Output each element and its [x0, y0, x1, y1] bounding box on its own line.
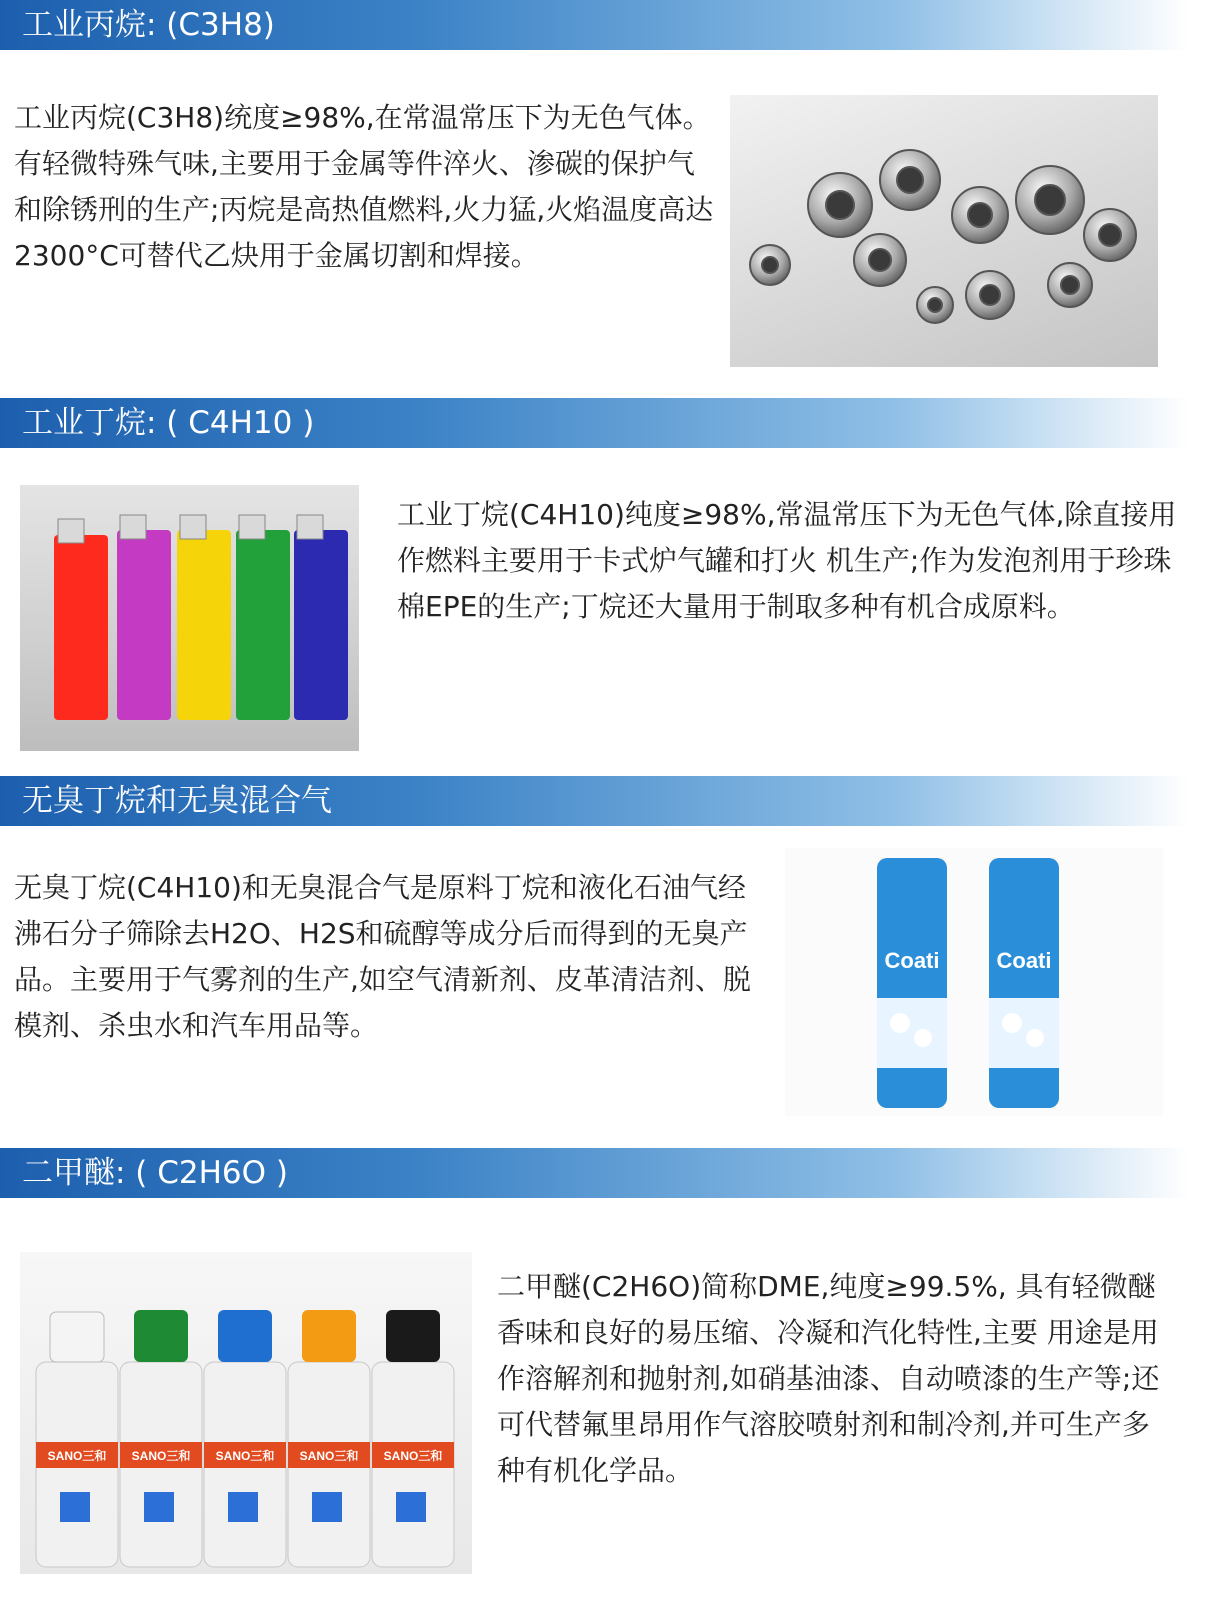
product-label: SANO三和	[215, 1449, 275, 1463]
lighters-illustration	[20, 485, 359, 751]
section-header-propane	[0, 0, 1190, 50]
product-label: SANO三和	[299, 1449, 359, 1463]
product-label: SANO三和	[47, 1449, 107, 1463]
bearings-image	[730, 95, 1158, 367]
section-text-odorless: 无臭丁烷(C4H10)和无臭混合气是原料丁烷和液化石油气经沸石分子筛除去H2O、H2S和硫醇等成分后而得到的无臭产品。主要用于气雾剂的生产,如空气清新剂、皮革清洁剂、脱模剂、杀虫水和汽车用品等。	[14, 871, 751, 1042]
product-label: SANO三和	[131, 1449, 191, 1463]
section-header-butane	[0, 398, 1190, 448]
section-text-dme: 二甲醚(C2H6O)简称DME,纯度≥99.5%, 具有轻微醚香味和良好的易压缩、冷凝和汽化特性,主要 用途是用作溶解剂和抛射剂,如硝基油漆、自动喷漆的生产等;还可代替氟里昂用作气溶胶喷射剂和制冷剂,并可生产多种有机化学品。	[497, 1270, 1160, 1487]
section-text-butane: 工业丁烷(C4H10)纯度≥98%,常温常压下为无色气体,除直接用作燃料主要用于卡式炉气罐和打火 机生产;作为发泡剂用于珍珠棉EPE的生产;丁烷还大量用于制取多种有机合成原料。	[397, 498, 1177, 623]
lighters-image	[20, 485, 359, 751]
section-title: 无臭丁烷和无臭混合气	[22, 783, 332, 819]
section-title: 工业丙烷: (C3H8)	[22, 7, 275, 43]
product-label: Coati	[996, 948, 1052, 973]
product-label: Coati	[884, 948, 940, 973]
section-title: 工业丁烷: ( C4H10 )	[22, 405, 315, 441]
bearings-illustration	[730, 95, 1158, 367]
product-label: SANO三和	[383, 1449, 443, 1463]
spray-paint-image	[20, 1252, 472, 1574]
air-freshener-illustration	[785, 848, 1163, 1116]
spray-paint-illustration	[20, 1252, 472, 1574]
section-header-odorless-butane	[0, 776, 1190, 826]
air-freshener-image	[785, 848, 1163, 1116]
section-text-propane: 工业丙烷(C3H8)统度≥98%,在常温常压下为无色气体。有轻微特殊气味,主要用于金属等件淬火、渗碳的保护气和除锈刑的生产;丙烷是高热值燃料,火力猛,火焰温度高达2300°C可替代乙炔用于金属切割和焊接。	[14, 101, 714, 272]
section-title: 二甲醚: ( C2H6O )	[22, 1155, 288, 1191]
section-header-dme	[0, 1148, 1190, 1198]
